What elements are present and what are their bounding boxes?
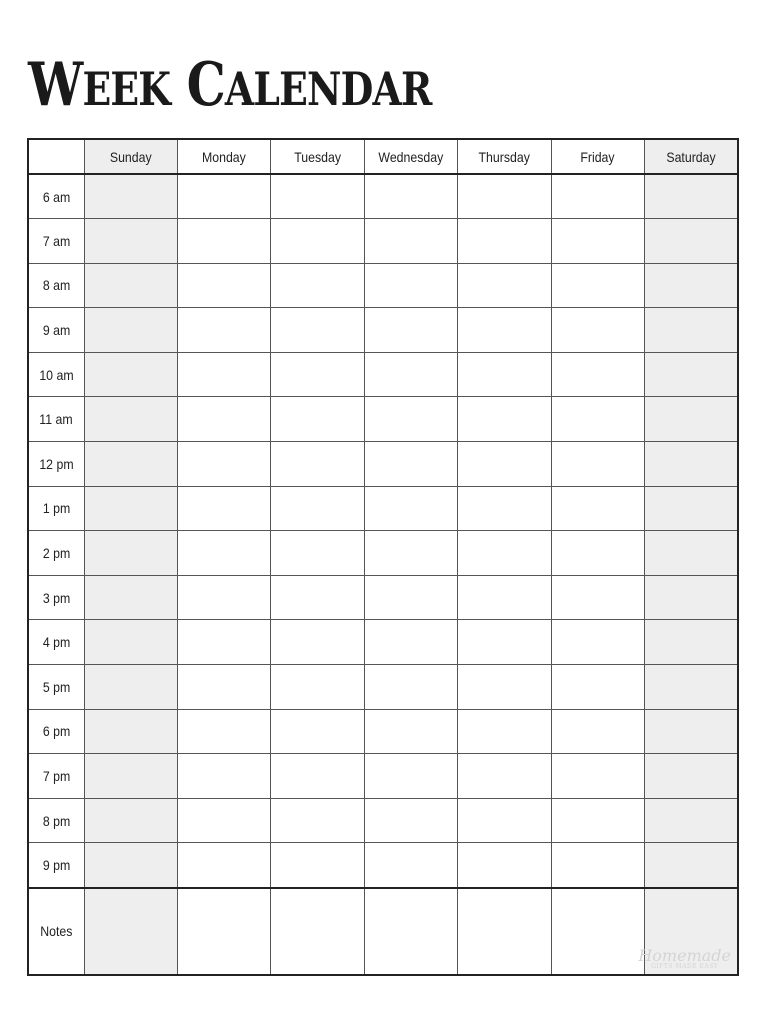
slot-cell-sunday[interactable] (84, 843, 177, 888)
slot-cell-friday[interactable] (551, 486, 644, 531)
slot-cell-tuesday[interactable] (271, 620, 364, 665)
slot-cell-monday[interactable] (177, 442, 270, 487)
notes-cell-wednesday[interactable] (364, 888, 457, 975)
slot-cell-sunday[interactable] (84, 219, 177, 264)
slot-cell-thursday[interactable] (458, 174, 551, 219)
day-header-monday: Monday (177, 139, 270, 174)
slot-cell-friday[interactable] (551, 665, 644, 710)
slot-cell-wednesday[interactable] (364, 486, 457, 531)
slot-cell-saturday[interactable] (645, 709, 738, 754)
notes-row (28, 888, 738, 975)
slot-cell-monday[interactable] (177, 754, 270, 799)
slot-cell-sunday[interactable] (84, 575, 177, 620)
slot-cell-tuesday[interactable] (271, 754, 364, 799)
slot-cell-wednesday[interactable] (364, 442, 457, 487)
slot-cell-thursday[interactable] (458, 709, 551, 754)
time-row (28, 709, 738, 754)
time-label: 9 am (28, 308, 84, 353)
slot-cell-thursday[interactable] (458, 798, 551, 843)
time-row (28, 486, 738, 531)
slot-cell-sunday[interactable] (84, 798, 177, 843)
time-row (28, 308, 738, 353)
slot-cell-thursday[interactable] (458, 575, 551, 620)
slot-cell-saturday[interactable] (645, 665, 738, 710)
slot-cell-wednesday[interactable] (364, 798, 457, 843)
time-label: 9 pm (28, 843, 84, 888)
slot-cell-saturday[interactable] (645, 575, 738, 620)
day-header-saturday: Saturday (645, 139, 738, 174)
slot-cell-wednesday[interactable] (364, 263, 457, 308)
slot-cell-friday[interactable] (551, 754, 644, 799)
slot-cell-friday[interactable] (551, 798, 644, 843)
time-row (28, 352, 738, 397)
slot-cell-tuesday[interactable] (271, 397, 364, 442)
slot-cell-thursday[interactable] (458, 442, 551, 487)
slot-cell-monday[interactable] (177, 843, 270, 888)
slot-cell-saturday[interactable] (645, 174, 738, 219)
slot-cell-monday[interactable] (177, 798, 270, 843)
slot-cell-thursday[interactable] (458, 308, 551, 353)
slot-cell-wednesday[interactable] (364, 709, 457, 754)
slot-cell-monday[interactable] (177, 263, 270, 308)
slot-cell-friday[interactable] (551, 531, 644, 576)
time-row (28, 219, 738, 264)
slot-cell-sunday[interactable] (84, 754, 177, 799)
slot-cell-thursday[interactable] (458, 263, 551, 308)
slot-cell-wednesday[interactable] (364, 754, 457, 799)
slot-cell-tuesday[interactable] (271, 486, 364, 531)
slot-cell-saturday[interactable] (645, 352, 738, 397)
time-label: 10 am (28, 352, 84, 397)
slot-cell-thursday[interactable] (458, 352, 551, 397)
slot-cell-tuesday[interactable] (271, 665, 364, 710)
slot-cell-sunday[interactable] (84, 665, 177, 710)
slot-cell-monday[interactable] (177, 709, 270, 754)
slot-cell-saturday[interactable] (645, 442, 738, 487)
notes-cell-wrap (638, 889, 737, 974)
time-label: 7 am (28, 219, 84, 264)
time-label: 8 am (28, 263, 84, 308)
time-row (28, 843, 738, 888)
slot-cell-friday[interactable] (551, 575, 644, 620)
time-row (28, 397, 738, 442)
day-header-friday: Friday (551, 139, 644, 174)
watermark-logo (638, 945, 731, 970)
time-label: 8 pm (28, 798, 84, 843)
slot-cell-thursday[interactable] (458, 843, 551, 888)
notes-cell-saturday[interactable] (638, 888, 738, 975)
time-row (28, 575, 738, 620)
notes-cell-monday[interactable] (177, 888, 270, 975)
slot-cell-sunday[interactable] (84, 263, 177, 308)
slot-cell-tuesday[interactable] (271, 174, 364, 219)
slot-cell-friday[interactable] (551, 352, 644, 397)
week-calendar-grid (27, 138, 739, 976)
slot-cell-thursday[interactable] (458, 620, 551, 665)
slot-cell-sunday[interactable] (84, 308, 177, 353)
slot-cell-tuesday[interactable] (271, 352, 364, 397)
notes-cell-thursday[interactable] (458, 888, 551, 975)
slot-cell-thursday[interactable] (458, 531, 551, 576)
day-header-sunday: Sunday (84, 139, 177, 174)
corner-cell (28, 139, 84, 174)
page-title: WEEK CALENDAR (28, 50, 432, 120)
slot-cell-wednesday[interactable] (364, 219, 457, 264)
slot-cell-sunday[interactable] (84, 397, 177, 442)
watermark-sub-text: GIFTS MADE EASY (651, 962, 719, 970)
slot-cell-friday[interactable] (551, 397, 644, 442)
slot-cell-thursday[interactable] (458, 665, 551, 710)
time-label: 6 pm (28, 709, 84, 754)
slot-cell-saturday[interactable] (645, 620, 738, 665)
slot-cell-friday[interactable] (551, 620, 644, 665)
slot-cell-saturday[interactable] (645, 486, 738, 531)
slot-cell-monday[interactable] (177, 620, 270, 665)
slot-cell-sunday[interactable] (84, 352, 177, 397)
watermark-main-text: Homemade (638, 945, 731, 965)
slot-cell-saturday[interactable] (645, 263, 738, 308)
slot-cell-friday[interactable] (551, 709, 644, 754)
slot-cell-tuesday[interactable] (271, 531, 364, 576)
slot-cell-saturday[interactable] (645, 798, 738, 843)
slot-cell-monday[interactable] (177, 174, 270, 219)
slot-cell-thursday[interactable] (458, 397, 551, 442)
notes-label: Notes (28, 888, 84, 975)
slot-cell-tuesday[interactable] (271, 575, 364, 620)
notes-cell-tuesday[interactable] (271, 888, 364, 975)
day-header-tuesday: Tuesday (271, 139, 364, 174)
notes-cell-sunday[interactable] (84, 888, 177, 975)
time-label: 3 pm (28, 575, 84, 620)
slot-cell-wednesday[interactable] (364, 397, 457, 442)
slot-cell-saturday[interactable] (645, 843, 738, 888)
slot-cell-monday[interactable] (177, 665, 270, 710)
slot-cell-monday[interactable] (177, 486, 270, 531)
slot-cell-monday[interactable] (177, 352, 270, 397)
slot-cell-monday[interactable] (177, 397, 270, 442)
slot-cell-saturday[interactable] (645, 397, 738, 442)
slot-cell-friday[interactable] (551, 442, 644, 487)
slot-cell-thursday[interactable] (458, 754, 551, 799)
slot-cell-wednesday[interactable] (364, 843, 457, 888)
time-label: 7 pm (28, 754, 84, 799)
time-row (28, 263, 738, 308)
time-label: 5 pm (28, 665, 84, 710)
slot-cell-friday[interactable] (551, 174, 644, 219)
day-header-wednesday: Wednesday (364, 139, 457, 174)
slot-cell-tuesday[interactable] (271, 442, 364, 487)
slot-cell-sunday[interactable] (84, 486, 177, 531)
slot-cell-tuesday[interactable] (271, 709, 364, 754)
slot-cell-wednesday[interactable] (364, 174, 457, 219)
slot-cell-wednesday[interactable] (364, 531, 457, 576)
time-label: 12 pm (28, 442, 84, 487)
time-row (28, 174, 738, 219)
slot-cell-wednesday[interactable] (364, 620, 457, 665)
time-row (28, 442, 738, 487)
slot-cell-saturday[interactable] (645, 531, 738, 576)
slot-cell-sunday[interactable] (84, 531, 177, 576)
time-label: 1 pm (28, 486, 84, 531)
day-header-row (28, 139, 738, 174)
slot-cell-sunday[interactable] (84, 442, 177, 487)
slot-cell-monday[interactable] (177, 308, 270, 353)
slot-cell-thursday[interactable] (458, 219, 551, 264)
slot-cell-monday[interactable] (177, 219, 270, 264)
time-row (28, 798, 738, 843)
slot-cell-saturday[interactable] (645, 754, 738, 799)
slot-cell-wednesday[interactable] (364, 665, 457, 710)
slot-cell-friday[interactable] (551, 308, 644, 353)
slot-cell-wednesday[interactable] (364, 308, 457, 353)
time-row (28, 754, 738, 799)
time-label: 4 pm (28, 620, 84, 665)
slot-cell-tuesday[interactable] (271, 798, 364, 843)
slot-cell-sunday[interactable] (84, 174, 177, 219)
time-label: 2 pm (28, 531, 84, 576)
slot-cell-tuesday[interactable] (271, 219, 364, 264)
slot-cell-wednesday[interactable] (364, 352, 457, 397)
time-row (28, 665, 738, 710)
notes-cell-friday[interactable] (551, 888, 644, 975)
time-label: 11 am (28, 397, 84, 442)
slot-cell-saturday[interactable] (645, 219, 738, 264)
slot-cell-tuesday[interactable] (271, 843, 364, 888)
slot-cell-wednesday[interactable] (364, 575, 457, 620)
time-row (28, 531, 738, 576)
slot-cell-friday[interactable] (551, 263, 644, 308)
slot-cell-saturday[interactable] (645, 308, 738, 353)
slot-cell-monday[interactable] (177, 531, 270, 576)
slot-cell-friday[interactable] (551, 219, 644, 264)
slot-cell-tuesday[interactable] (271, 308, 364, 353)
time-label: 6 am (28, 174, 84, 219)
time-row (28, 620, 738, 665)
day-header-thursday: Thursday (458, 139, 551, 174)
slot-cell-sunday[interactable] (84, 620, 177, 665)
slot-cell-sunday[interactable] (84, 709, 177, 754)
slot-cell-tuesday[interactable] (271, 263, 364, 308)
slot-cell-friday[interactable] (551, 843, 644, 888)
slot-cell-monday[interactable] (177, 575, 270, 620)
slot-cell-thursday[interactable] (458, 486, 551, 531)
